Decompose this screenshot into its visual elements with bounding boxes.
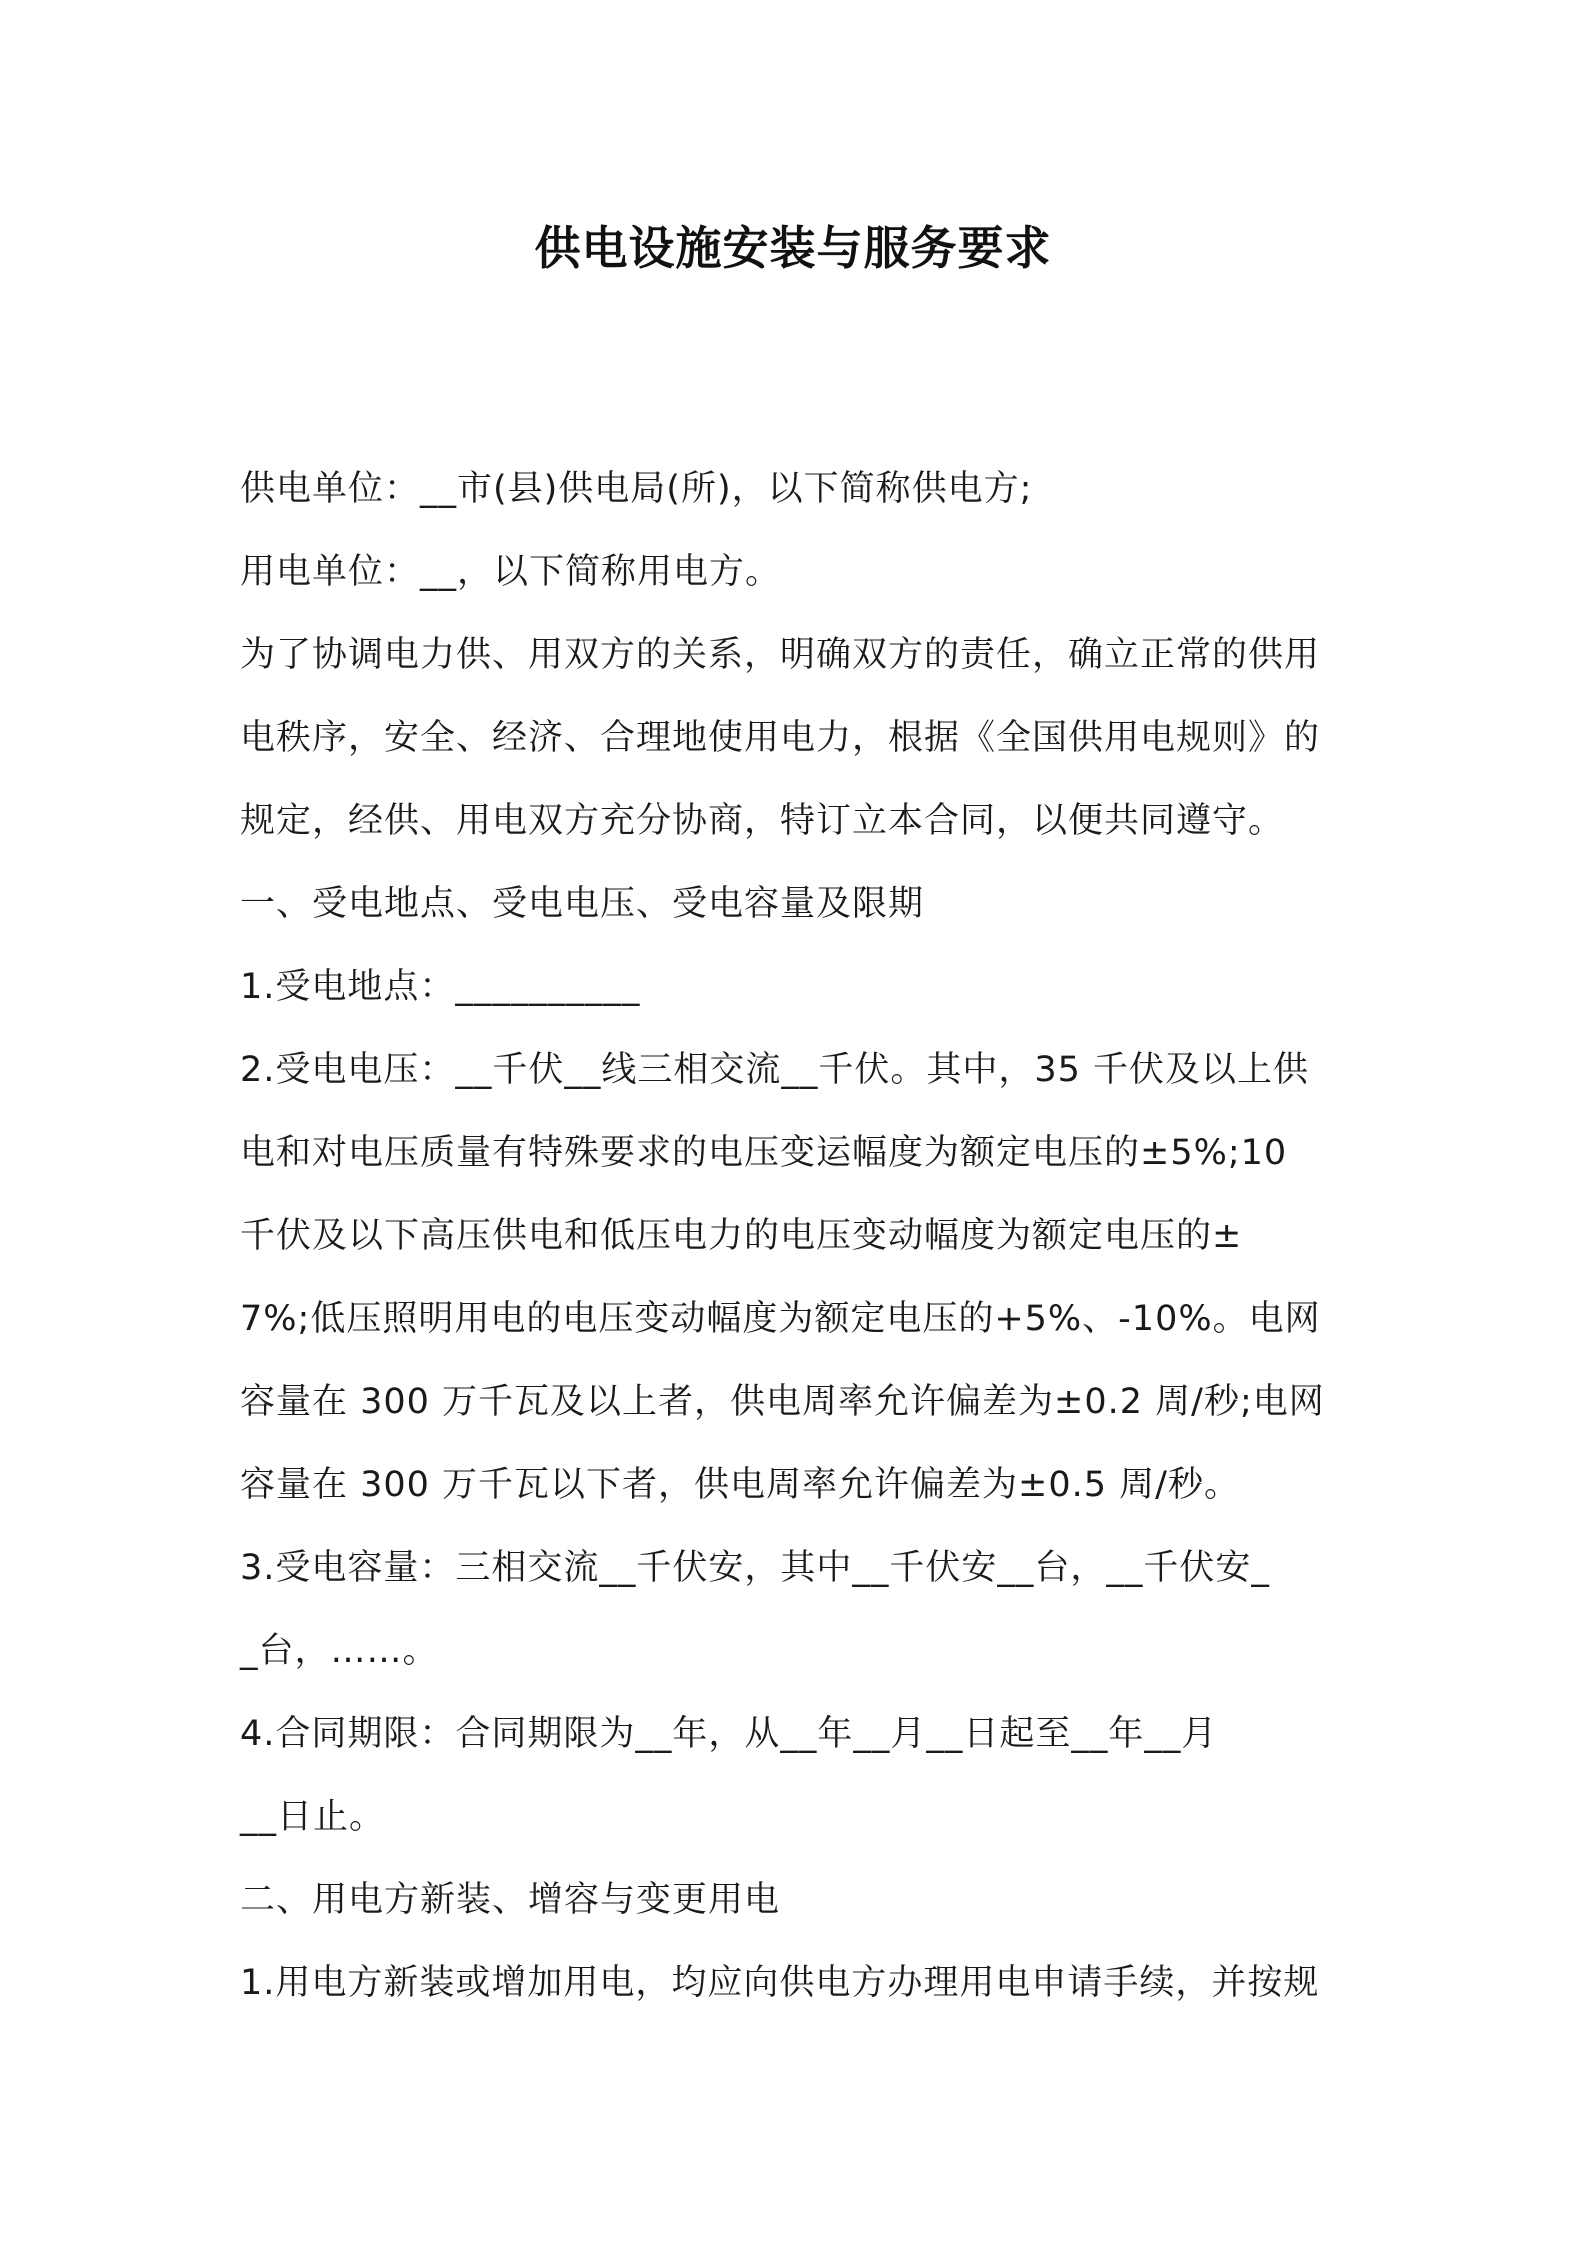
- document-title: 供电设施安装与服务要求: [534, 221, 1052, 275]
- text-line: 4.合同期限：合同期限为__年，从__年__月__日起至__年__月: [240, 1714, 1218, 1754]
- text-line: 3.受电容量：三相交流__千伏安，其中__千伏安__台，__千伏安_: [240, 1548, 1270, 1588]
- document-body: [240, 448, 1352, 2025]
- text-line: 规定，经供、用电双方充分协商，特订立本合同，以便共同遵守。: [240, 801, 1285, 841]
- text-line: 为了协调电力供、用双方的关系，明确双方的责任，确立正常的供用: [240, 635, 1321, 675]
- text-line: 2.受电电压：__千伏__线三相交流__千伏。其中，35 千伏及以上供: [240, 1050, 1310, 1090]
- text-line: 7%;低压照明用电的电压变动幅度为额定电压的+5%、-10%。电网: [240, 1299, 1321, 1339]
- text-line: 容量在 300 万千瓦及以上者，供电周率允许偏差为±0.2 周/秒;电网: [240, 1382, 1325, 1422]
- text-line: __日止。: [240, 1797, 386, 1837]
- text-line-party-supplier: 供电单位：__市(县)供电局(所)，以下简称供电方;: [240, 469, 1033, 509]
- text-line: 1.受电地点：__________: [240, 967, 641, 1007]
- text-line: 电和对电压质量有特殊要求的电压变运幅度为额定电压的±5%;10: [240, 1133, 1288, 1173]
- text-line: 容量在 300 万千瓦以下者，供电周率允许偏差为±0.5 周/秒。: [240, 1465, 1240, 1505]
- section-heading: 二、用电方新装、增容与变更用电: [240, 1880, 781, 1920]
- text-line: 千伏及以下高压供电和低压电力的电压变动幅度为额定电压的±: [240, 1216, 1243, 1256]
- text-line: _台，……。: [240, 1631, 439, 1671]
- text-line-party-consumer: 用电单位：__，以下简称用电方。: [240, 552, 782, 592]
- section-heading: 一、受电地点、受电电压、受电容量及限期: [240, 884, 925, 924]
- text-line: 1.用电方新装或增加用电，均应向供电方办理用电申请手续，并按规: [240, 1963, 1320, 2003]
- text-line: 电秩序，安全、经济、合理地使用电力，根据《全国供用电规则》的: [240, 718, 1321, 758]
